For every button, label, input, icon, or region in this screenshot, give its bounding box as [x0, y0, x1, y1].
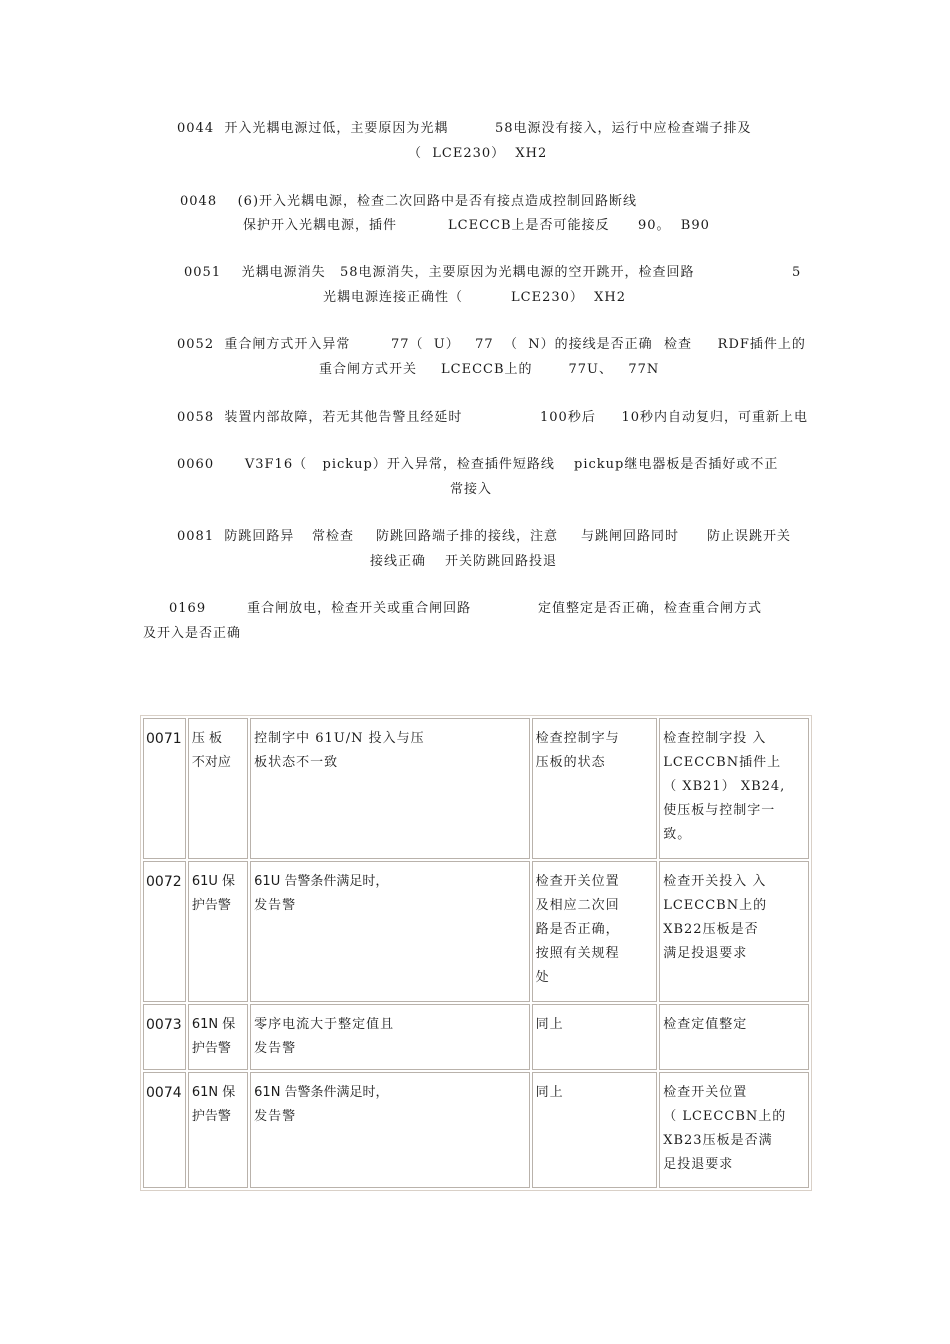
table-row: [143, 1004, 809, 1070]
alarm-description-cell: [250, 1004, 529, 1070]
cell-line: 检查控制字投 入: [663, 731, 767, 746]
cell-line: 61N 保: [191, 1085, 236, 1100]
note-text: 开关防跳回路投退: [445, 554, 558, 569]
note-text: 防止误跳开关: [707, 529, 792, 544]
note-text: LCECCB上是否可能接反: [448, 218, 610, 233]
table-row: [143, 718, 809, 859]
note-text: 0081 防跳回路异: [177, 529, 295, 544]
cell-line: 发告警: [254, 1041, 297, 1056]
cell-line: 压板的状态: [535, 755, 606, 770]
note-text: 接线正确: [370, 554, 427, 569]
note-text: （ LCE230） XH2: [408, 146, 548, 161]
note-text: 0051 光耦电源消失: [184, 265, 326, 280]
cell-line: XB23压板是否满: [663, 1133, 773, 1148]
alarm-description-cell: [250, 718, 529, 859]
cell-line: （ XB21） XB24,: [663, 779, 786, 794]
note-text: 0044 开入光耦电源过低，主要原因为光耦: [177, 121, 449, 136]
note-text: 58电源消失，主要原因为光耦电源的空开跳开，检查回路: [340, 265, 695, 280]
cell-line: 发告警: [254, 1109, 297, 1124]
note-text: LCECCB上的 77U、 77N: [441, 362, 660, 377]
note-text: 重合闸方式开关: [319, 362, 418, 377]
alarm-code-cell: 0071: [143, 718, 186, 859]
note-text: 58电源没有接入，运行中应检查端子排及: [495, 121, 752, 136]
cell-line: 61N 保: [191, 1017, 236, 1032]
cell-line: 检查控制字与: [535, 731, 620, 746]
note-text: 及开入是否正确: [143, 626, 242, 641]
cell-line: 61N 告警条件满足时，: [254, 1085, 389, 1100]
alarm-action-cell: [659, 718, 809, 859]
cell-line: 压 板: [191, 731, 222, 746]
table-row: [143, 861, 809, 1002]
cell-line: 板状态不一致: [254, 755, 339, 770]
cell-line: 处: [535, 970, 550, 985]
cell-line: 同上: [535, 1017, 564, 1032]
cell-line: 护告警: [191, 1041, 231, 1056]
cell-line: LCECCBN上的: [663, 898, 768, 913]
note-text: pickup继电器板是否插好或不正: [574, 457, 779, 472]
alarm-name-cell: [188, 1072, 248, 1188]
note-text: 100秒后 10秒内自动复归，可重新上电: [540, 410, 809, 425]
alarm-name-cell: [188, 861, 248, 1002]
cell-line: 路是否正确，: [535, 922, 620, 937]
alarm-table: [140, 715, 812, 1191]
cell-line: 61U 保: [191, 874, 236, 889]
cell-line: 控制字中 61U/N 投入与压: [254, 731, 425, 746]
cell-line: （ LCECCBN上的: [663, 1109, 787, 1124]
alarm-action-cell: [659, 1004, 809, 1070]
note-text: 光耦电源连接正确性（: [323, 290, 464, 305]
cell-line: 检查开关位置: [535, 874, 620, 889]
note-text: 0060 V3F16（ pickup）开入异常，检查插件短路线: [177, 457, 555, 472]
note-text: 与跳闸回路同时: [581, 529, 680, 544]
note-text: 保护开入光耦电源，插件: [243, 218, 398, 233]
note-text: 0058 装置内部故障，若无其他告警且经延时: [177, 410, 463, 425]
cell-line: 使压板与控制字一: [663, 803, 776, 818]
alarm-name-cell: [188, 1004, 248, 1070]
note-text: 0169 重合闸放电，检查开关或重合闸回路: [169, 601, 472, 616]
alarm-cause-cell: [532, 1072, 658, 1188]
note-text: 5: [792, 265, 802, 280]
note-text: 77（ U） 77 （ N）的接线是否正确: [391, 337, 653, 352]
alarm-cause-cell: [532, 861, 658, 1002]
cell-line: 发告警: [254, 898, 297, 913]
cell-line: 满足投退要求: [663, 946, 748, 961]
cell-line: 检查开关投入 入: [663, 874, 767, 889]
cell-line: LCECCBN插件上: [663, 755, 782, 770]
cell-line: 61U 告警条件满足时，: [254, 874, 389, 889]
alarm-cause-cell: [532, 1004, 658, 1070]
note-text: 90。 B90: [638, 218, 710, 233]
note-text: 定值整定是否正确，检查重合闸方式: [538, 601, 763, 616]
alarm-code-cell: 0072: [143, 861, 186, 1002]
alarm-code-cell: 0073: [143, 1004, 186, 1070]
cell-line: 护告警: [191, 898, 231, 913]
note-text: 0052 重合闸方式开入异常: [177, 337, 351, 352]
note-text: 常接入: [450, 482, 493, 497]
cell-line: 护告警: [191, 1109, 231, 1124]
alarm-name-cell: [188, 718, 248, 859]
cell-line: 致。: [663, 827, 692, 842]
cell-line: 零序电流大于整定值且: [254, 1017, 395, 1032]
alarm-code-cell: 0074: [143, 1072, 186, 1188]
note-text: 防跳回路端子排的接线，注意: [376, 529, 559, 544]
table-row: [143, 1072, 809, 1188]
alarm-description-cell: [250, 861, 529, 1002]
cell-line: 检查定值整定: [663, 1017, 748, 1032]
note-text: 0048 (6)开入光耦电源，检查二次回路中是否有接点造成控制回路断线: [180, 194, 638, 209]
cell-line: 按照有关规程: [535, 946, 620, 961]
cell-line: XB22压板是否: [663, 922, 759, 937]
cell-line: 及相应二次回: [535, 898, 620, 913]
cell-line: 足投退要求: [663, 1157, 734, 1172]
cell-line: 同上: [535, 1085, 564, 1100]
alarm-description-cell: [250, 1072, 529, 1188]
cell-line: 检查开关位置: [663, 1085, 748, 1100]
alarm-action-cell: [659, 1072, 809, 1188]
alarm-cause-cell: [532, 718, 658, 859]
alarm-action-cell: [659, 861, 809, 1002]
note-text: 常检查: [312, 529, 355, 544]
cell-line: 不对应: [191, 755, 231, 770]
note-text: LCE230） XH2: [511, 290, 627, 305]
note-text: 检查 RDF插件上的: [664, 337, 806, 352]
